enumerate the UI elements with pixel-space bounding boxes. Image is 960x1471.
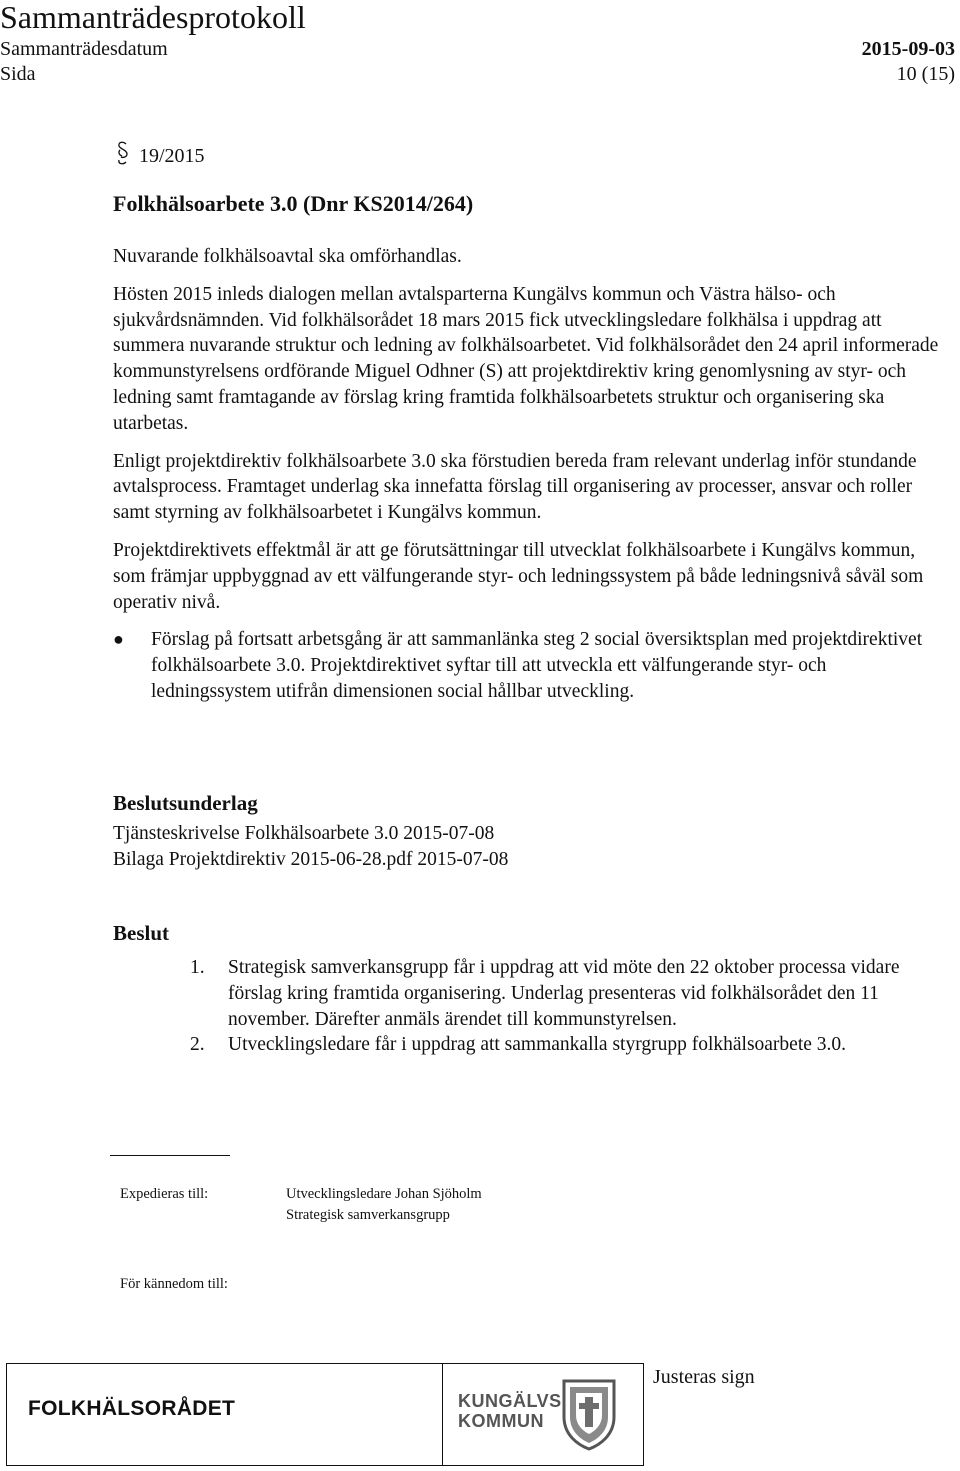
decision-item: [190, 955, 950, 1032]
sent-to-label: Expedieras till:: [120, 1186, 209, 1202]
logo-line: KOMMUN: [458, 1411, 544, 1431]
bullet-text: Förslag på fortsatt arbetsgång är att sammanlänka steg 2 social översiktsplan med projektdirektivet folkhälsoarbete 3.0. Projektdirektivet syftar till att utveckla ett välfungerande styr- och ledningssystem utifrån dimensionen social hållbar utveckling.: [151, 629, 923, 702]
basis-heading: Beslutsunderlag: [113, 791, 258, 815]
bullet-item: [113, 627, 943, 704]
paragraph-number-text: 19/2015: [139, 145, 205, 167]
decision-list: [190, 955, 950, 1058]
decision-text: Utvecklingsledare får i uppdrag att sammankalla styrgrupp folkhälsoarbete 3.0.: [228, 1034, 847, 1056]
bullet-list: [113, 627, 943, 704]
section-sign-icon: [113, 140, 133, 166]
municipality-logo-text: [458, 1391, 562, 1431]
footer-divider: [442, 1363, 443, 1466]
meeting-date-value: 2015-09-03: [861, 38, 955, 60]
page-label: Sida: [0, 63, 36, 85]
decision-item: [190, 1032, 950, 1058]
sent-to-recipient: Strategisk samverkansgrupp: [286, 1207, 450, 1223]
info-to-label: För kännedom till:: [120, 1276, 228, 1292]
logo-line: KUNGÄLVS: [458, 1391, 562, 1411]
body-paragraph: Enligt projektdirektiv folkhälsoarbete 3.0 ska förstudien bereda fram relevant underlag inför stundande avtalsprocess. Framtaget underlag ska innefatta förslag till organisering av processer, ansvar och roller samt styrning av folkhälsoarbetet i Kungälvs kommun.: [113, 450, 917, 524]
decision-heading: Beslut: [113, 921, 170, 945]
basis-item: Bilaga Projektdirektiv 2015-06-28.pdf 2015-07-08: [113, 849, 509, 870]
paragraph-number: [113, 140, 205, 170]
decision-number: 1.: [190, 957, 205, 978]
sent-to-recipient: Utvecklingsledare Johan Sjöholm: [286, 1186, 482, 1202]
decision-number: 2.: [190, 1034, 205, 1056]
justification-sign-label: Justeras sign: [653, 1366, 755, 1388]
municipal-crest-icon: [560, 1377, 618, 1451]
meeting-date-label: Sammanträdesdatum: [0, 38, 168, 60]
document-title: Sammanträdesprotokoll: [0, 0, 306, 35]
basis-item: Tjänsteskrivelse Folkhälsoarbete 3.0 2015-07-08: [113, 823, 495, 844]
decision-text: Strategisk samverkansgrupp får i uppdrag att vid möte den 22 oktober processa vidare förslag kring framtida organisering. Underlag presenteras vid folkhälsorådet den 11 november. Därefter anmäls ärendet till kommunstyrelsen.: [228, 957, 900, 1030]
bullet-dot-icon: ●: [113, 629, 124, 650]
body-paragraph: Hösten 2015 inleds dialogen mellan avtalsparterna Kungälvs kommun och Västra hälso- och sjukvårdsnämnden. Vid folkhälsorådet 18 mars 2015 fick utvecklingsledare folkhälsa i uppdrag att summera nuvarande struktur och ledning av folkhälsoarbetet. Vid folkhälsorådet den 24 april informerade kommunstyrelsens ordförande Miguel Odhner (S) att projektdirektiv kring genomlysning av styr- och ledning samt framtagande av förslag kring framtida folkhälsoarbetets struktur och organisering ska utarbetas.: [113, 283, 939, 434]
separator-rule: [110, 1155, 230, 1156]
body-paragraph: Projektdirektivets effektmål är att ge förutsättningar till utvecklat folkhälsoarbete i Kungälvs kommun, som främjar uppbyggnad av ett välfungerande styr- och ledningssystem på både ledningsnivå såväl som operativ nivå.: [113, 539, 924, 613]
case-title: Folkhälsoarbete 3.0 (Dnr KS2014/264): [113, 191, 474, 216]
page-number: 10 (15): [896, 63, 955, 85]
case-body: [113, 244, 943, 705]
board-name: FOLKHÄLSORÅDET: [28, 1397, 236, 1420]
body-paragraph: Nuvarande folkhälsoavtal ska omförhandlas.: [113, 246, 462, 267]
